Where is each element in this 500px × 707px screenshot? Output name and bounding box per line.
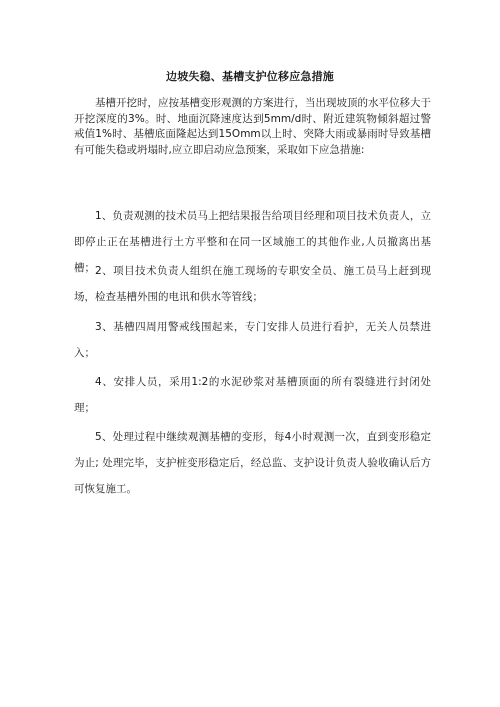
measure-item-4: 4、安排人员，采用1:2的水泥砂浆对基槽顶面的所有裂缝进行封闭处理； — [74, 376, 431, 414]
document-title: 边坡失稳、基槽支护位移应急措施 — [166, 70, 334, 83]
measure-item-5: 5、处理过程中继续观测基槽的变形，每4小时观测一次，直到变形稳定为止; 处理完毕，支护桩变形稳定后，经总监、支护设计负责人验收确认后方可恢复施工。 — [74, 431, 431, 495]
measure-item-1: 1、负责观测的技术员马上把结果报告给项目经理和项目技术负责人，立即停止正在基槽进行土方平整和在同一区域施工的其他作业,人员撤离出基槽； — [74, 210, 431, 274]
intro-paragraph: 基槽开挖时，应按基槽变形观测的方案进行，当出现坡顶的水平位移大于开挖深度的3%。时、地面沉降速度达到5mm/d时、附近建筑物倾斜超过警戒值1%时、基槽底面隆起达到15Omm以上时、突降大雨或暴雨时导致基槽有可能失稳或坍塌时,应立即启动应急预案，采取如下应急措施: — [74, 97, 431, 156]
measure-item-3: 3、基槽四周用警戒线围起来，专门安排人员进行看护，无关人员禁进入； — [74, 321, 431, 359]
measure-item-2: 2、项目技术负责人组织在施工现场的专职安全员、施工员马上赶到现场，检查基槽外围的电讯和供水等管线； — [74, 265, 431, 303]
